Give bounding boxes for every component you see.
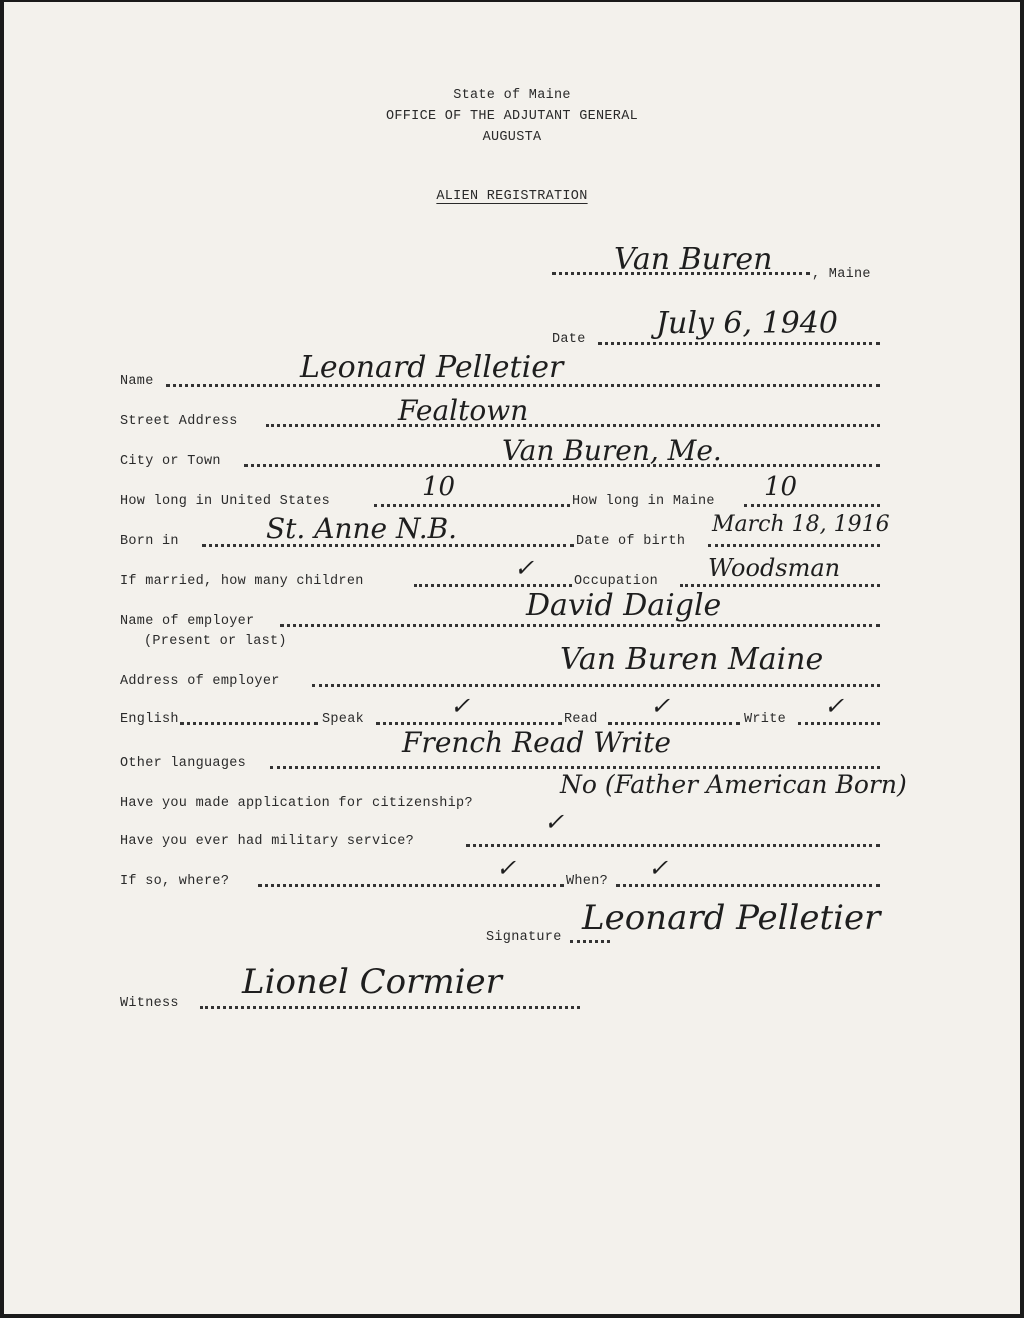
write-label: Write	[744, 712, 787, 727]
form-title: ALIEN REGISTRATION	[436, 189, 588, 204]
speak-dots	[376, 722, 562, 725]
how-long-us-dots	[374, 504, 570, 507]
street-dots	[266, 424, 880, 427]
how-long-me-dots	[744, 504, 880, 507]
read-dots	[608, 722, 740, 725]
document-page	[4, 2, 1020, 1314]
read-handwritten: ✓	[650, 692, 671, 720]
state-heading: State of Maine	[453, 88, 571, 103]
military-handwritten: ✓	[544, 808, 565, 836]
name-handwritten: Leonard Pelletier	[300, 350, 564, 385]
years-us-handwritten: 10	[422, 472, 456, 502]
employer-label: Name of employer	[120, 614, 255, 629]
military-label: Have you ever had military service?	[120, 834, 415, 849]
employer-sub-label: (Present or last)	[144, 634, 287, 649]
speak-label: Speak	[322, 712, 365, 727]
married-dots	[414, 584, 572, 587]
how-long-us-label: How long in United States	[120, 494, 331, 509]
signature-label: Signature	[486, 930, 562, 945]
employer-address-dots	[312, 684, 880, 687]
citizenship-handwritten: No (Father American Born)	[560, 770, 907, 799]
english-dots	[180, 722, 318, 725]
witness-handwritten: Lionel Cormier	[242, 962, 502, 1002]
city-heading: AUGUSTA	[482, 130, 542, 145]
born-label: Born in	[120, 534, 179, 549]
city-label: City or Town	[120, 454, 221, 469]
employer-handwritten: David Daigle	[526, 588, 722, 623]
dob-label: Date of birth	[576, 534, 686, 549]
when-label: When?	[566, 874, 609, 889]
witness-label: Witness	[120, 996, 179, 1011]
signature-dots	[570, 940, 610, 943]
street-handwritten: Fealtown	[398, 394, 529, 427]
street-label: Street Address	[120, 414, 238, 429]
name-label: Name	[120, 374, 154, 389]
employer-address-handwritten: Van Buren Maine	[560, 642, 824, 677]
witness-dots	[200, 1006, 580, 1009]
city-handwritten: Van Buren, Me.	[502, 434, 722, 467]
where-label: If so, where?	[120, 874, 230, 889]
citizenship-label: Have you made application for citizenship?	[120, 796, 473, 811]
when-dots	[616, 884, 880, 887]
date-dots	[598, 342, 880, 345]
read-label: Read	[564, 712, 598, 727]
born-handwritten: St. Anne N.B.	[266, 512, 458, 545]
other-lang-label: Other languages	[120, 756, 247, 771]
where-dots	[258, 884, 564, 887]
years-me-handwritten: 10	[764, 472, 798, 502]
occupation-dots	[680, 584, 880, 587]
place-handwritten: Van Buren	[614, 242, 773, 277]
when-handwritten: ✓	[648, 854, 669, 882]
married-label: If married, how many children	[120, 574, 364, 589]
other-lang-handwritten: French Read Write	[402, 726, 671, 759]
date-label: Date	[552, 332, 586, 347]
how-long-me-label: How long in Maine	[572, 494, 715, 509]
military-dots	[466, 844, 880, 847]
occupation-handwritten: Woodsman	[708, 554, 841, 582]
speak-handwritten: ✓	[450, 692, 471, 720]
office-heading: OFFICE OF THE ADJUTANT GENERAL	[385, 109, 639, 124]
children-handwritten: ✓	[514, 554, 535, 582]
write-dots	[798, 722, 880, 725]
dob-dots	[708, 544, 880, 547]
where-handwritten: ✓	[496, 854, 517, 882]
employer-address-label: Address of employer	[120, 674, 280, 689]
signature-handwritten: Leonard Pelletier	[582, 898, 881, 938]
other-lang-dots	[270, 766, 880, 769]
occupation-label: Occupation	[574, 574, 659, 589]
english-label: English	[120, 712, 179, 727]
place-suffix: , Maine	[812, 267, 871, 282]
employer-dots	[280, 624, 880, 627]
date-handwritten: July 6, 1940	[656, 306, 838, 341]
dob-handwritten: March 18, 1916	[712, 512, 890, 537]
write-handwritten: ✓	[824, 692, 845, 720]
